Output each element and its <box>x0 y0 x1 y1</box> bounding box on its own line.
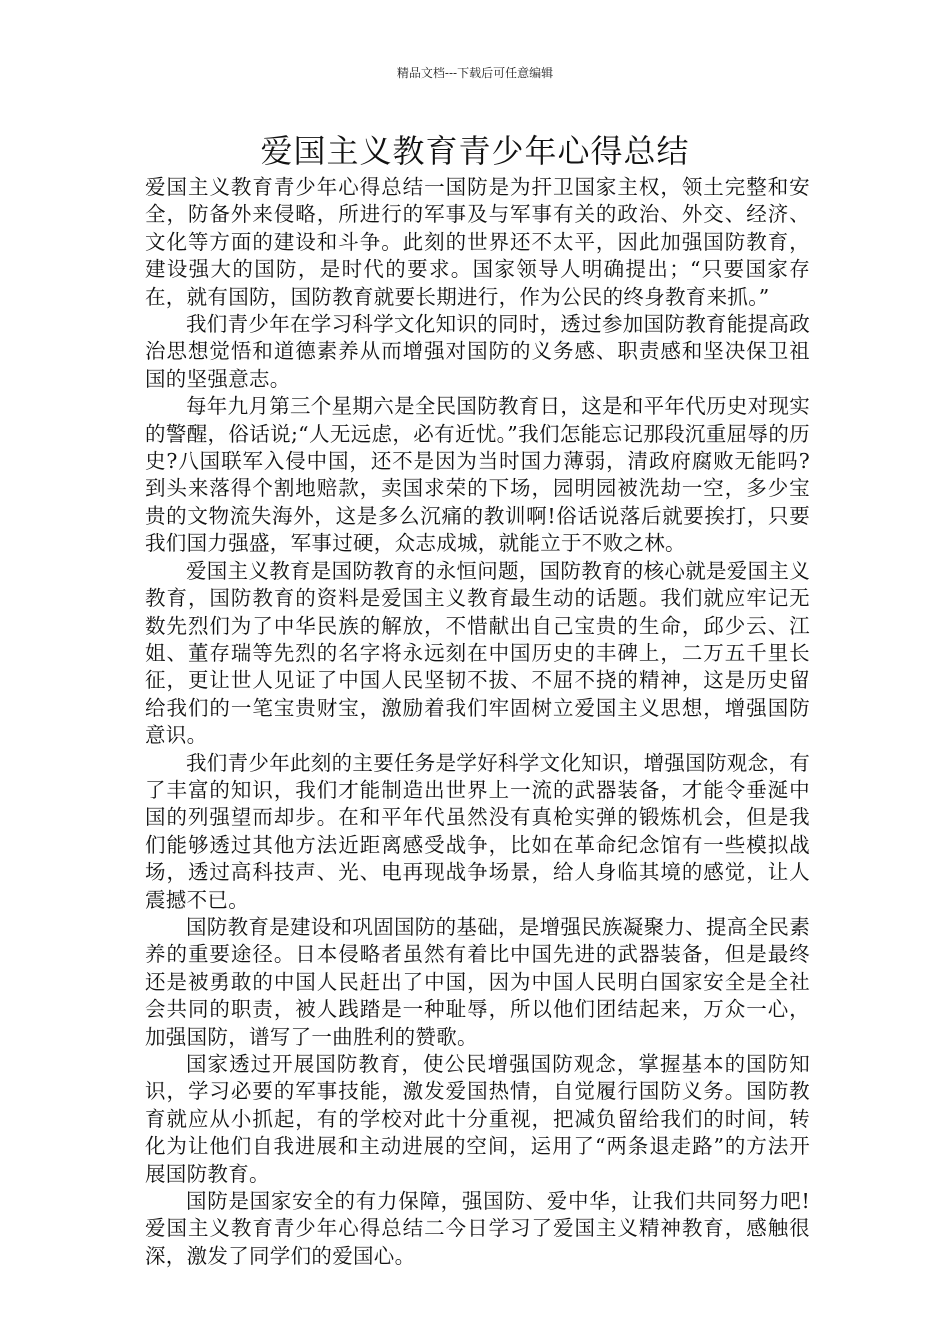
paragraph-7: 国家透过开展国防教育，使公民增强国防观念，掌握基本的国防知识，学习必要的军事技能，激发爱国热情，自觉履行国防义务。国防教育就应从小抓起，有的学校对此十分重视，把减负留给我们的时间，转化为让他们自我进展和主动进展的空间，运用了“两条退走路”的方法开展国防教育。 <box>145 1052 810 1186</box>
paragraph-6: 国防教育是建设和巩固国防的基础，是增强民族凝聚力、提高全民素养的重要途径。日本侵略者虽然有着比中国先进的武器装备，但是最终还是被勇敢的中国人民赶出了中国，因为中国人民明白国家安全是全社会共同的职责，被人践踏是一种耻辱，所以他们团结起来，万众一心，加强国防，谱写了一曲胜利的赞歌。 <box>145 914 810 1049</box>
document-title: 爱国主义教育青少年心得总结 <box>260 132 690 170</box>
paragraph-8: 国防是国家安全的有力保障，强国防、爱中华，让我们共同努力吧!爱国主义教育青少年心得总结二今日学习了爱国主义精神教育，感触很深，激发了同学们的爱国心。 <box>145 1189 810 1268</box>
document-body <box>145 174 810 1270</box>
paragraph-5: 我们青少年此刻的主要任务是学好科学文化知识，增强国防观念，有了丰富的知识，我们才能制造出世界上一流的武器装备，才能令垂涎中国的列强望而却步。在和平年代虽然没有真枪实弹的锻炼机会，但是我们能够透过其他方法近距离感受战争，比如在革命纪念馆有一些模拟战场，透过高科技声、光、电再现战争场景，给人身临其境的感觉，让人震撼不已。 <box>145 750 810 912</box>
paragraph-2: 我们青少年在学习科学文化知识的同时，透过参加国防教育能提高政治思想觉悟和道德素养从而增强对国防的义务感、职责感和坚决保卫祖国的坚强意志。 <box>145 312 810 391</box>
paragraph-4: 爱国主义教育是国防教育的永恒问题，国防教育的核心就是爱国主义教育，国防教育的资料是爱国主义教育最生动的话题。我们就应牢记无数先烈们为了中华民族的解放，不惜献出自己宝贵的生命，邱少云、江姐、董存瑞等先烈的名字将永远刻在中国历史的丰碑上，二万五千里长征，更让世人见证了中国人民坚韧不拔、不屈不挠的精神，这是历史留给我们的一笔宝贵财宝，激励着我们牢固树立爱国主义思想，增强国防意识。 <box>145 558 810 748</box>
paragraph-3: 每年九月第三个星期六是全民国防教育日，这是和平年代历史对现实的警醒，俗话说;“人无远虑，必有近忧。”我们怎能忘记那段沉重屈辱的历史?八国联军入侵中国，还不是因为当时国力薄弱，清政府腐败无能吗?到头来落得个割地赔款，卖国求荣的下场，园明园被洗劫一空，多少宝贵的文物流失海外，这是多么沉痛的教训啊!俗话说落后就要挨打，只要我们国力强盛，军事过硬，众志成城，就能立于不败之林。 <box>145 394 810 556</box>
page-header: 精品文档---下载后可任意编辑 <box>396 66 554 80</box>
paragraph-1: 爱国主义教育青少年心得总结一国防是为扞卫国家主权，领土完整和安全，防备外来侵略，所进行的军事及与军事有关的政治、外交、经济、文化等方面的建设和斗争。此刻的世界还不太平，因此加强国防教育，建设强大的国防，是时代的要求。国家领导人明确提出；“只要国家存在，就有国防，国防教育就要长期进行，作为公民的终身教育来抓。” <box>145 175 810 309</box>
